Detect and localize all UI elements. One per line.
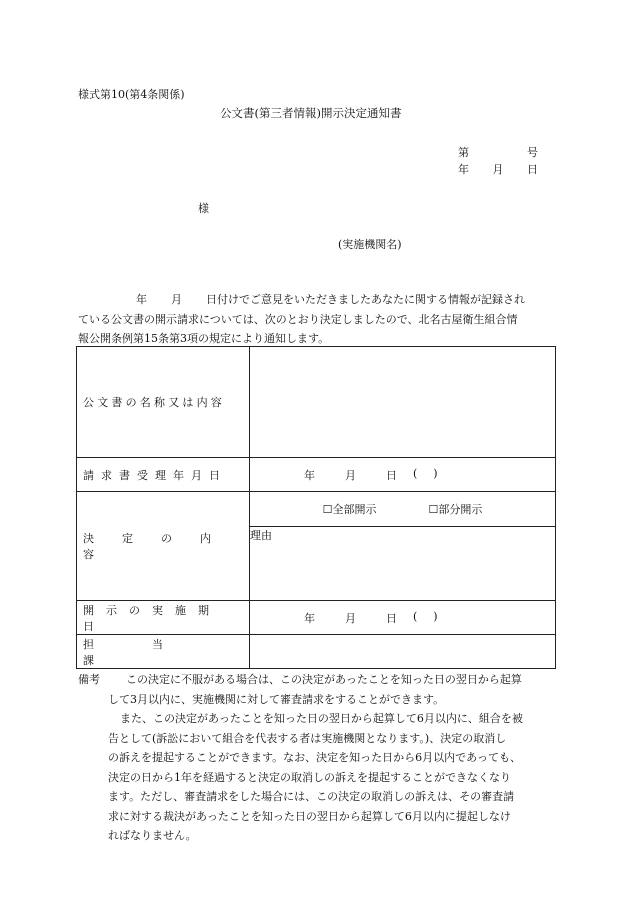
full-disclosure-label: 全部開示: [332, 503, 377, 516]
department-label: 担当課: [83, 637, 221, 667]
remarks-p2-line6: 求に対する裁決があったことを知った日の翌日から起算して6月以内に提起しなけ: [108, 809, 511, 823]
issue-date-line: [458, 161, 538, 177]
remarks-p2-line2: 告として(訴訟において組合を代表する者は実施機関となります。)、決定の取消し: [108, 731, 507, 745]
issue-year: 年: [458, 163, 469, 176]
checkbox-icon[interactable]: ☐: [322, 503, 333, 516]
intro-year: 年: [136, 293, 147, 306]
implementation-year: 年: [304, 611, 315, 625]
table-row: [77, 492, 556, 527]
reason-cell: [250, 527, 556, 601]
table-row: [77, 601, 556, 635]
receipt-paren-open: (: [413, 466, 418, 480]
implementation-day: 日: [386, 611, 397, 625]
reason-label: 理由: [250, 529, 272, 542]
decision-label-cell: [77, 492, 250, 601]
receipt-year: 年: [304, 468, 315, 482]
intro-line1: 日付けでご意見をいただきましたあなたに関する情報が記録され: [206, 293, 525, 306]
full-disclosure-option[interactable]: [323, 501, 377, 517]
receipt-date-label: 請求書受理年月日: [83, 468, 227, 482]
receipt-day: 日: [386, 468, 397, 482]
receipt-date-label-cell: [77, 458, 250, 492]
disclosure-table: [76, 346, 556, 669]
implementation-date-value-cell: [250, 601, 556, 635]
intro-line3: 報公開条例第15条第3項の規定により通知します。: [78, 332, 330, 345]
implementation-paren-open: (: [413, 609, 418, 623]
partial-disclosure-label: 部分開示: [438, 503, 483, 516]
intro-paragraph: [78, 290, 556, 349]
remarks-heading: 備考: [78, 673, 100, 686]
issue-day: 日: [527, 163, 538, 176]
document-title: 公文書(第三者情報)開示決定通知書: [220, 106, 402, 120]
number-suffix: 号: [527, 146, 538, 159]
remarks-p1-line1: この決定に不服がある場合は、この決定があったことを知った日の翌日から起算: [126, 673, 522, 686]
addressee-honorific: 様: [198, 202, 209, 215]
implementation-month: 月: [345, 611, 356, 625]
table-row: [77, 347, 556, 458]
remarks-p2-line5: ます。ただし、審査請求をした場合には、この決定の取消しの訴えは、その審査請: [108, 790, 515, 803]
remarks-p2-line1: また、この決定があったことを知った日の翌日から起算して6月以内に、組合を被: [120, 712, 523, 725]
remarks-p2-line4: 決定の日から1年を経過すると決定の取消しの訴えを提起することができなくなり: [108, 770, 511, 784]
receipt-month: 月: [345, 468, 356, 482]
implementation-date-label-cell: [77, 601, 250, 635]
implementation-paren-close: ): [433, 609, 438, 623]
form-number: 様式第10(第4条関係): [78, 88, 185, 101]
issue-month: 月: [492, 163, 504, 176]
table-row: [77, 458, 556, 492]
number-prefix: 第: [458, 146, 469, 159]
department-label-cell: [77, 635, 250, 669]
document-name-value-cell: [250, 347, 556, 458]
remarks-p1-line2: して3月以内に、実施機関に対して審査請求をすることができます。: [108, 692, 445, 706]
decision-options-cell: [250, 492, 556, 527]
document-name-label-cell: [77, 347, 250, 458]
document-name-label: 公文書の名称又は内容: [83, 396, 225, 409]
document-number-line: [458, 144, 538, 160]
receipt-date-value-cell: [250, 458, 556, 492]
agency-name-placeholder: (実施機関名): [338, 238, 402, 251]
decision-label: 決定の内容: [83, 532, 239, 561]
remarks-section: [78, 670, 556, 846]
checkbox-icon[interactable]: ☐: [428, 503, 439, 516]
implementation-date-label: 開示の実施期日: [83, 603, 221, 633]
partial-disclosure-option[interactable]: [429, 501, 483, 517]
remarks-p2-line7: ればなりません。: [108, 829, 197, 842]
receipt-paren-close: ): [433, 466, 438, 480]
intro-month: 月: [171, 293, 182, 306]
remarks-p2-line3: の訴えを提起することができます。なお、決定を知った日から6月以内であっても、: [108, 751, 522, 764]
intro-line2: ている公文書の開示請求については、次のとおり決定しましたので、北名古屋衛生組合情: [78, 312, 518, 326]
table-row: [77, 635, 556, 669]
department-value-cell: [250, 635, 556, 669]
